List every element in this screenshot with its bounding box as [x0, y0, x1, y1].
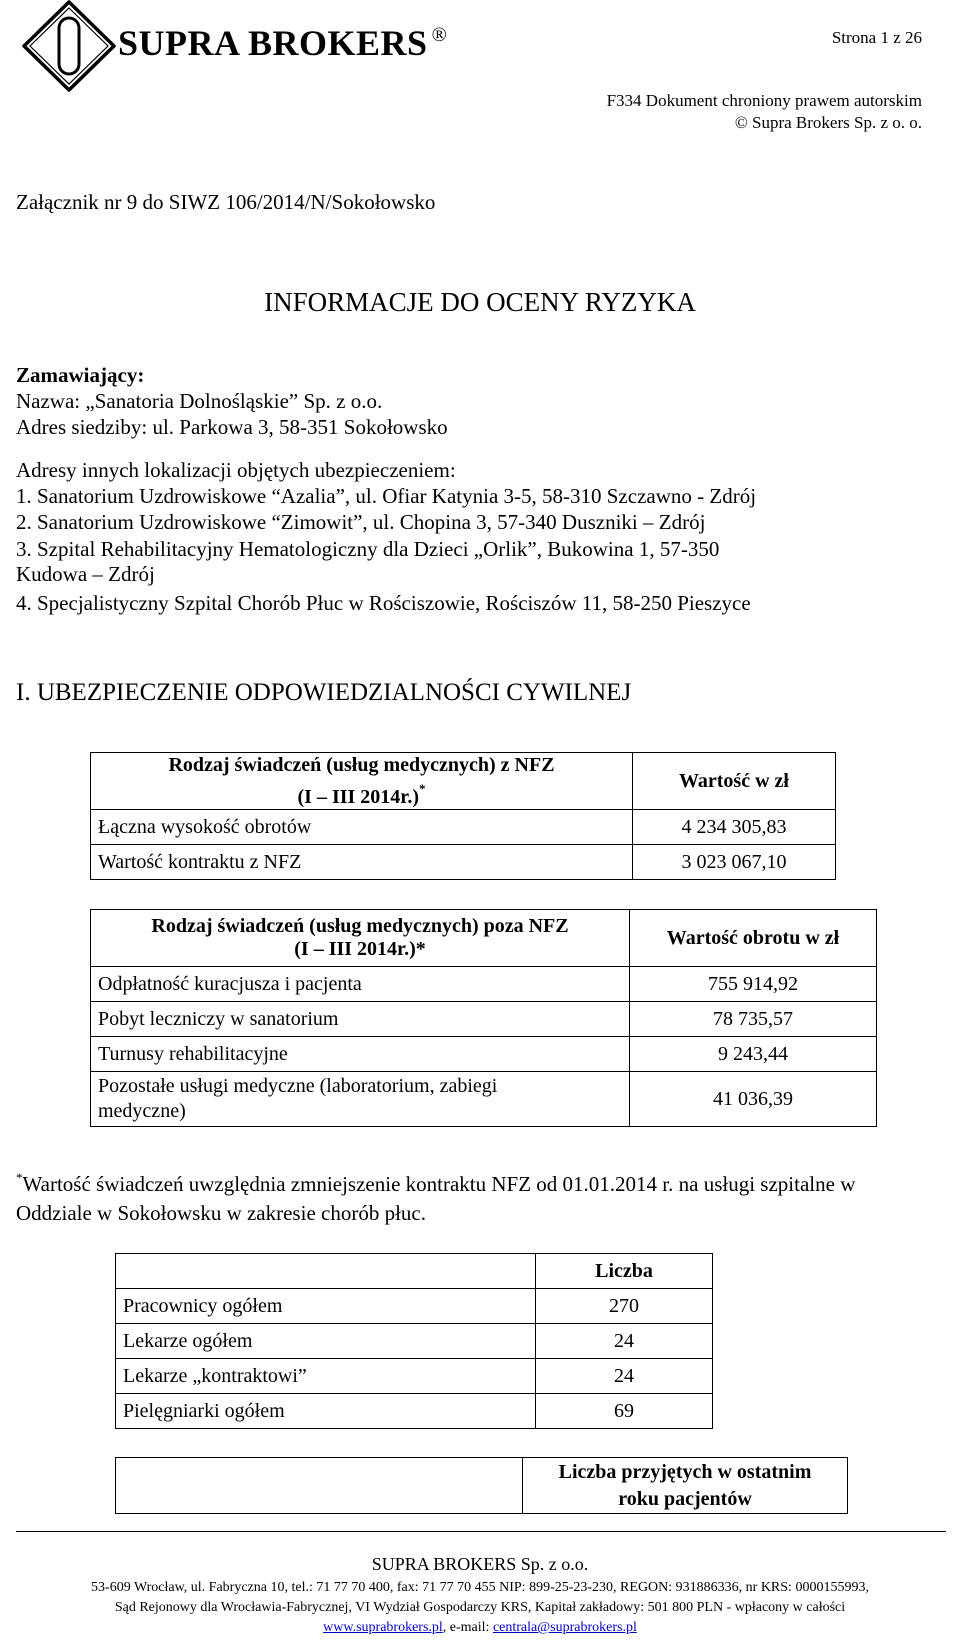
table-cell-value: 24	[536, 1359, 713, 1394]
table-header-row	[91, 753, 836, 810]
table-cell-label: Lekarze ogółem	[116, 1324, 536, 1359]
footnote-marker: *	[16, 1170, 23, 1185]
brand-name: SUPRA BROKERS ®	[118, 23, 448, 63]
table-cell-value: 41 036,39	[630, 1072, 877, 1127]
table-row	[91, 1002, 877, 1037]
footer-company-name: SUPRA BROKERS Sp. z o.o.	[371, 1554, 589, 1574]
website-link[interactable]: www.suprabrokers.pl	[323, 1620, 443, 1635]
section-title: I. UBEZPIECZENIE ODPOWIEDZIALNOŚCI CYWILNEJ	[16, 679, 632, 706]
location-item: 2. Sanatorium Uzdrowiskowe “Zimowit”, ul. Chopina 3, 57-340 Duszniki – Zdrój	[16, 510, 706, 534]
location-item: 3. Szpital Rehabilitacyjny Hematologiczny dla Dzieci „Orlik”, Bukowina 1, 57-350	[16, 537, 720, 561]
table-header-cell: Rodzaj świadczeń (usług medycznych) poza NFZ (I – III 2014r.)*	[91, 910, 630, 967]
table-header-row	[116, 1254, 713, 1289]
staff-table	[115, 1253, 713, 1429]
table-cell-label: Turnusy rehabilitacyjne	[91, 1037, 630, 1072]
diamond-capsule-logo-icon	[14, 0, 124, 92]
patients-table	[115, 1457, 848, 1514]
table-cell-value: 9 243,44	[630, 1037, 877, 1072]
footer-address-line: 53-609 Wrocław, ul. Fabryczna 10, tel.: 71 77 70 400, fax: 71 77 70 455 NIP: 899-25-23-230, REGON: 931886336, nr KRS: 0000155993,	[91, 1580, 869, 1595]
page-number: Strona 1 z 26	[831, 28, 922, 47]
location-item: 4. Specjalistyczny Szpital Chorób Płuc w Rościszowie, Rościszów 11, 58-250 Pieszyce	[16, 591, 751, 615]
table-cell-label: Pobyt leczniczy w sanatorium	[91, 1002, 630, 1037]
table-row	[91, 845, 836, 880]
footer-contact-line: www.suprabrokers.pl, e-mail: centrala@suprabrokers.pl	[323, 1620, 637, 1635]
table-header-cell: Rodzaj świadczeń (usług medycznych) z NFZ (I – III 2014r.)*	[91, 753, 633, 810]
copyright-owner: © Supra Brokers Sp. z o. o.	[734, 113, 922, 132]
table-row	[91, 1072, 877, 1127]
table-header-cell: Wartość obrotu w zł	[630, 910, 877, 967]
table-row	[116, 1324, 713, 1359]
table-cell-label: Odpłatność kuracjusza i pacjenta	[91, 967, 630, 1002]
non-nfz-services-table	[90, 909, 877, 1127]
document-title: INFORMACJE DO OCENY RYZYKA	[264, 287, 696, 317]
table-cell-label: Lekarze „kontraktowi”	[116, 1359, 536, 1394]
locations-heading: Adresy innych lokalizacji objętych ubezpieczeniem:	[16, 458, 456, 482]
location-item: 1. Sanatorium Uzdrowiskowe “Azalia”, ul. Ofiar Katynia 3-5, 58-310 Szczawno - Zdrój	[16, 484, 757, 508]
table-cell-label: Łączna wysokość obrotów	[91, 810, 633, 845]
table-row	[91, 967, 877, 1002]
table-header-cell: Liczba	[536, 1254, 713, 1289]
table-cell-value: 3 023 067,10	[633, 845, 836, 880]
table-cell-value: 270	[536, 1289, 713, 1324]
table-cell-value: 755 914,92	[630, 967, 877, 1002]
table-header-cell: Liczba przyjętych w ostatnim roku pacjentów	[523, 1458, 848, 1514]
location-item-continued: Kudowa – Zdrój	[16, 562, 155, 586]
table-row	[116, 1394, 713, 1429]
ordering-party-name: Nazwa: „Sanatoria Dolnośląskie” Sp. z o.o.	[16, 389, 383, 413]
nfz-services-table	[90, 752, 836, 880]
table-cell-label: Pielęgniarki ogółem	[116, 1394, 536, 1429]
table-header-row	[116, 1458, 848, 1514]
table-row	[116, 1289, 713, 1324]
table-cell-label: Wartość kontraktu z NFZ	[91, 845, 633, 880]
table-row	[116, 1359, 713, 1394]
table-row	[91, 1037, 877, 1072]
table-cell-value: 78 735,57	[630, 1002, 877, 1037]
table-cell-label: Pozostałe usługi medyczne (laboratorium, zabiegi medyczne)	[91, 1072, 630, 1127]
annex-reference: Załącznik nr 9 do SIWZ 106/2014/N/Sokołowsko	[16, 190, 436, 214]
registered-mark: ®	[431, 24, 448, 46]
footnote-text: Wartość świadczeń uwzględnia zmniejszenie kontraktu NFZ od 01.01.2014 r. na usługi szpitalne w Oddziale w Sokołowsku w zakresie chorób płuc.	[16, 1172, 856, 1225]
table-cell-value: 24	[536, 1324, 713, 1359]
table-row	[91, 810, 836, 845]
copyright-notice: F334 Dokument chroniony prawem autorskim	[606, 91, 922, 110]
table-header-cell: Wartość w zł	[633, 753, 836, 810]
table-header-cell-empty	[116, 1458, 523, 1514]
footer-divider	[16, 1531, 946, 1532]
table-cell-label: Pracownicy ogółem	[116, 1289, 536, 1324]
footnote	[16, 1163, 916, 1228]
table-header-row	[91, 910, 877, 967]
table-cell-value: 4 234 305,83	[633, 810, 836, 845]
footnote-marker: *	[419, 780, 426, 796]
table-cell-value: 69	[536, 1394, 713, 1429]
ordering-party-heading: Zamawiający:	[16, 363, 145, 387]
email-link[interactable]: centrala@suprabrokers.pl	[492, 1620, 637, 1635]
ordering-party-address: Adres siedziby: ul. Parkowa 3, 58-351 Sokołowsko	[16, 415, 448, 439]
company-logo	[14, 0, 124, 92]
table-header-cell-empty	[116, 1254, 536, 1289]
footer-registry-line: Sąd Rejonowy dla Wrocławia-Fabrycznej, VI Wydział Gospodarczy KRS, Kapitał zakładowy: 501 800 PLN - wpłacony w całości	[114, 1600, 846, 1615]
